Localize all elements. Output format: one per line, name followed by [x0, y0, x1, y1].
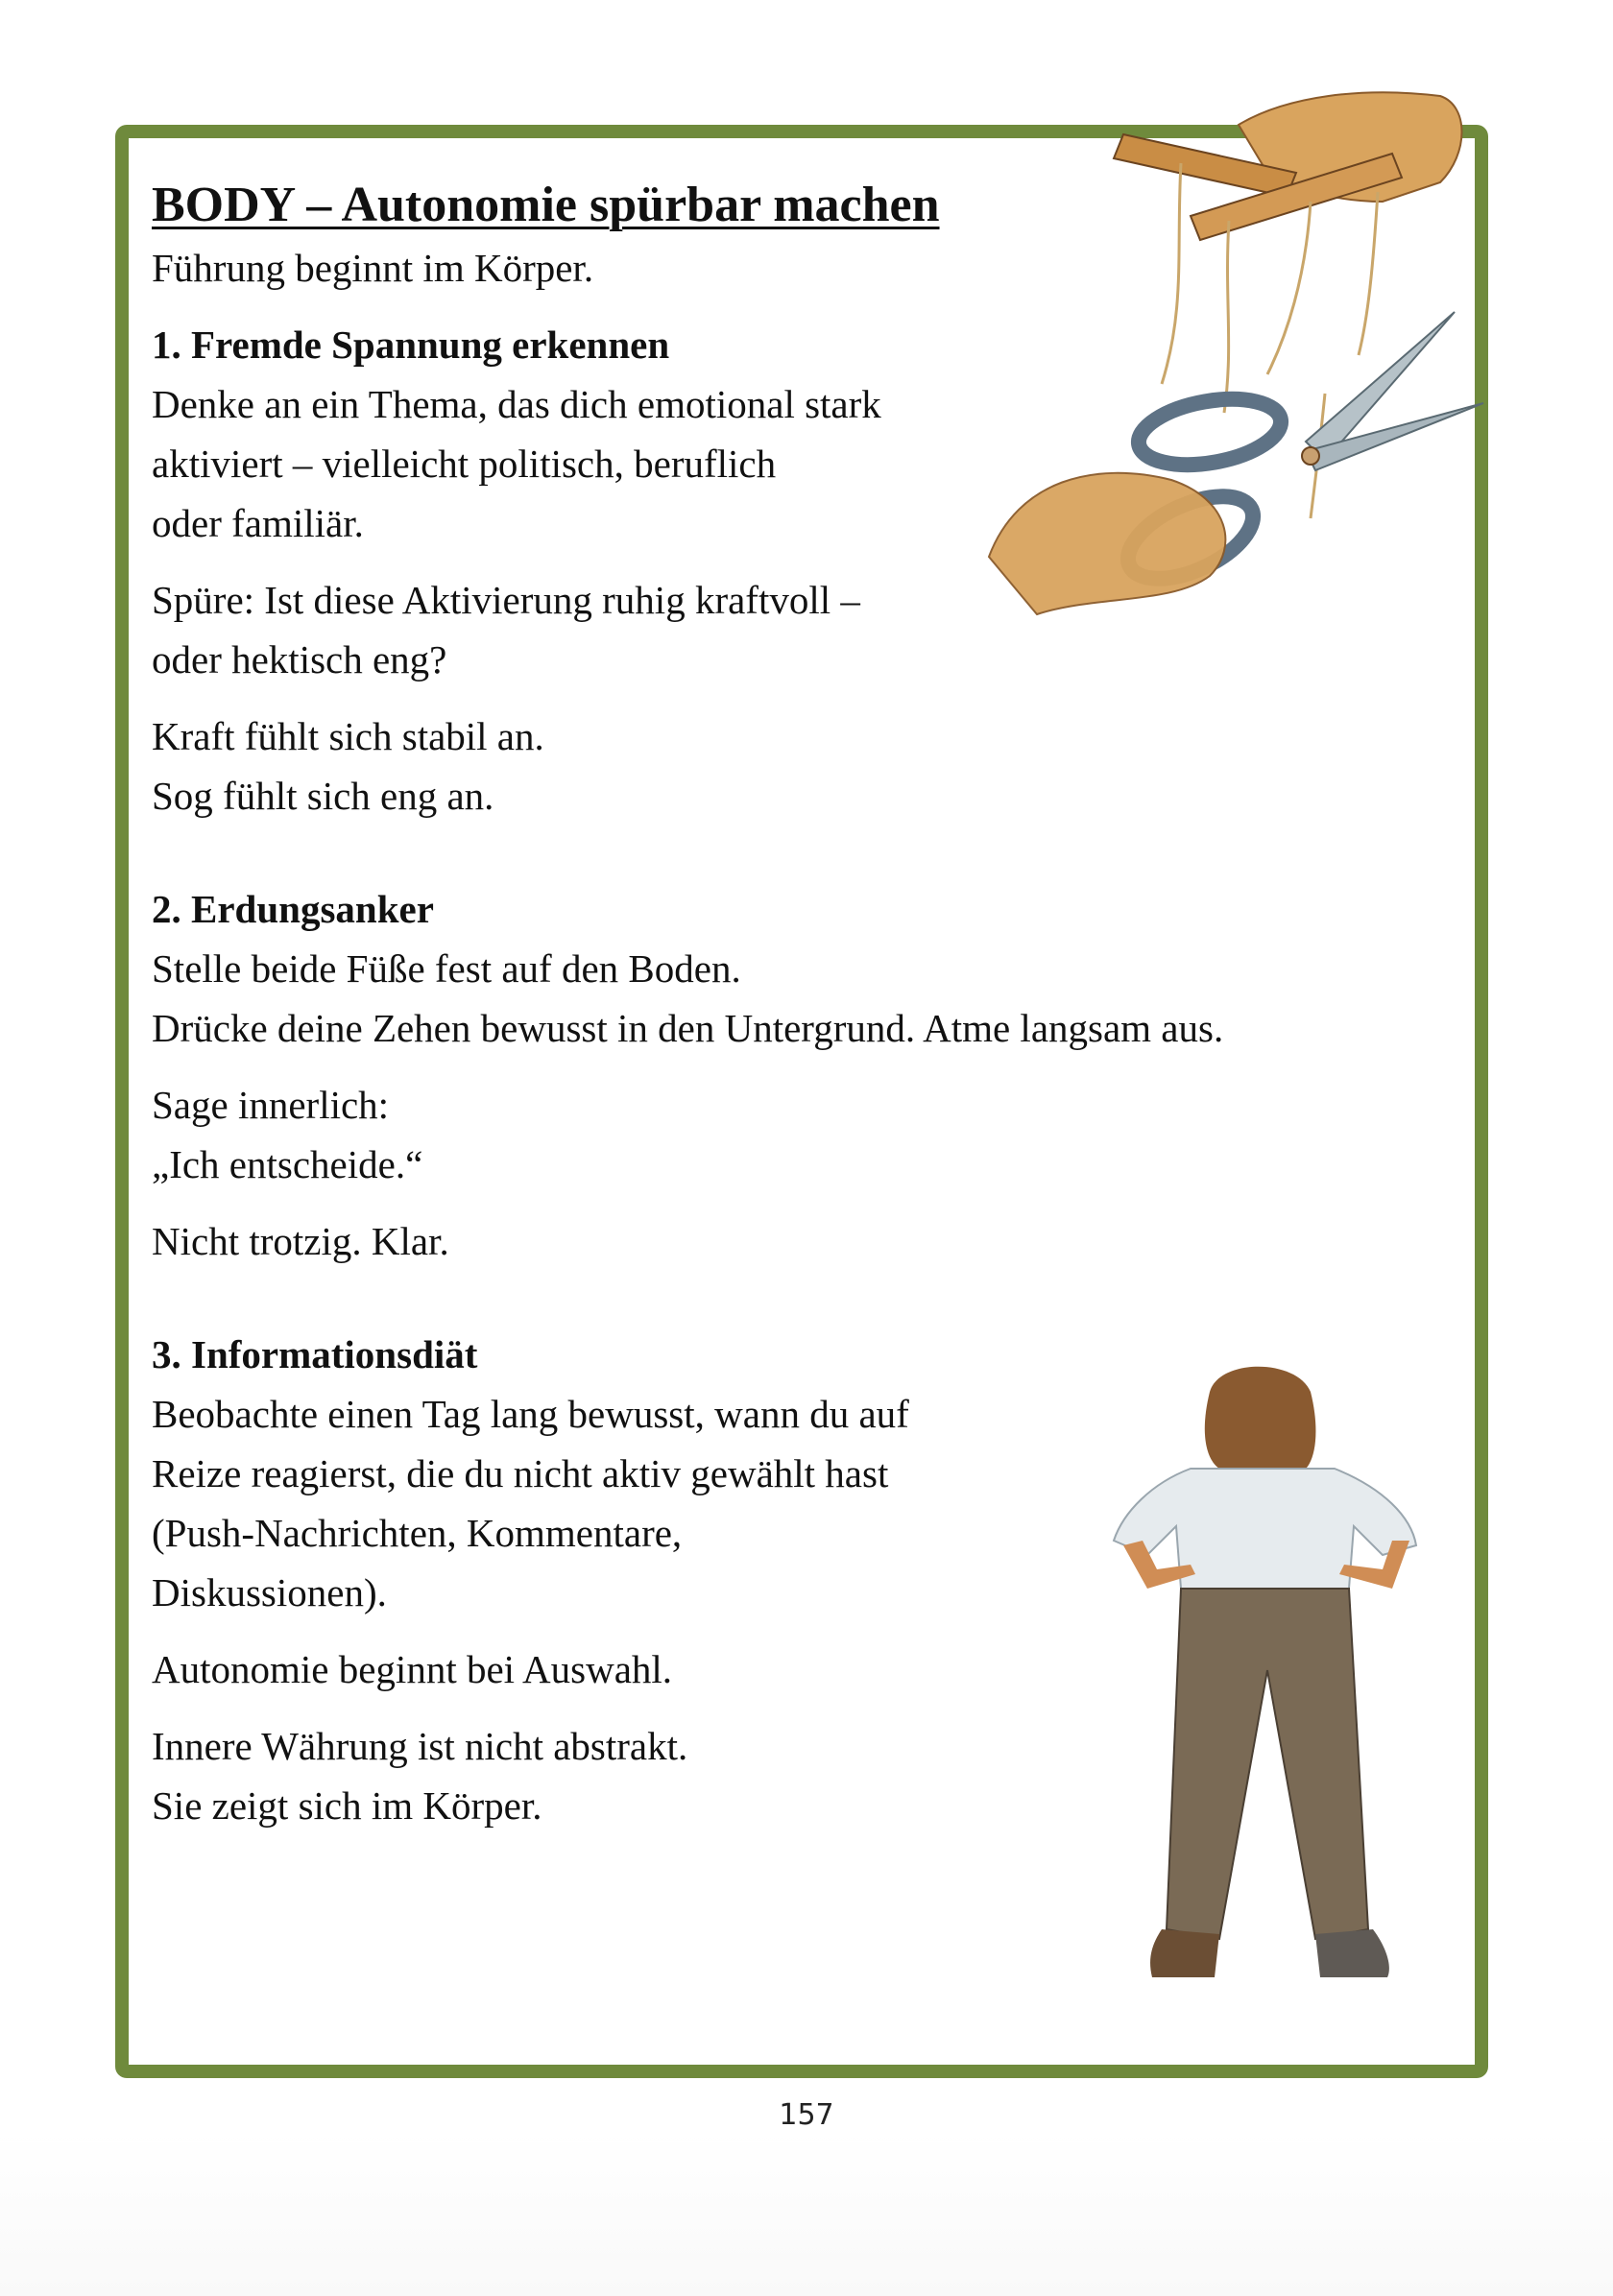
- page-title: BODY – Autonomie spürbar machen: [152, 178, 940, 232]
- body-text: aktiviert – vielleicht politisch, beruflich: [152, 442, 777, 486]
- body-text: Stelle beide Füße fest auf den Boden.: [152, 946, 741, 991]
- shoe-icon: [1315, 1929, 1389, 1977]
- body-text: (Push-Nachrichten, Kommentare,: [152, 1511, 683, 1555]
- section-heading: 2. Erdungsanker: [152, 887, 434, 931]
- body-text: Sog fühlt sich eng an.: [152, 774, 494, 818]
- body-text: Reize reagierst, die du nicht aktiv gewählt hast: [152, 1451, 889, 1495]
- section-heading: 3. Informationsdiät: [152, 1332, 478, 1376]
- body-text: Innere Währung ist nicht abstrakt.: [152, 1724, 688, 1768]
- page-content: [152, 173, 1438, 1835]
- body-text: Drücke deine Zehen bewusst in den Untergrund. Atme langsam aus.: [152, 1006, 1224, 1050]
- body-text: Denke an ein Thema, das dich emotional stark: [152, 382, 881, 426]
- section-heading: 1. Fremde Spannung erkennen: [152, 323, 670, 367]
- body-text: „Ich entscheide.“: [152, 1142, 423, 1186]
- page-subtitle: Führung beginnt im Körper.: [152, 246, 594, 290]
- body-text: Beobachte einen Tag lang bewusst, wann du auf: [152, 1392, 909, 1436]
- body-text: Autonomie beginnt bei Auswahl.: [152, 1647, 673, 1691]
- page-number: 157: [779, 2098, 834, 2132]
- body-text: Diskussionen).: [152, 1570, 387, 1614]
- body-text: oder familiär.: [152, 501, 364, 545]
- page-background: [0, 2131, 1613, 2296]
- body-text: oder hektisch eng?: [152, 637, 447, 682]
- body-text: Sage innerlich:: [152, 1083, 390, 1127]
- body-text: Sie zeigt sich im Körper.: [152, 1783, 542, 1828]
- shoe-icon: [1150, 1929, 1219, 1977]
- body-text: Nicht trotzig. Klar.: [152, 1219, 449, 1263]
- body-text: Kraft fühlt sich stabil an.: [152, 714, 544, 758]
- body-text: Spüre: Ist diese Aktivierung ruhig kraftvoll –: [152, 578, 860, 622]
